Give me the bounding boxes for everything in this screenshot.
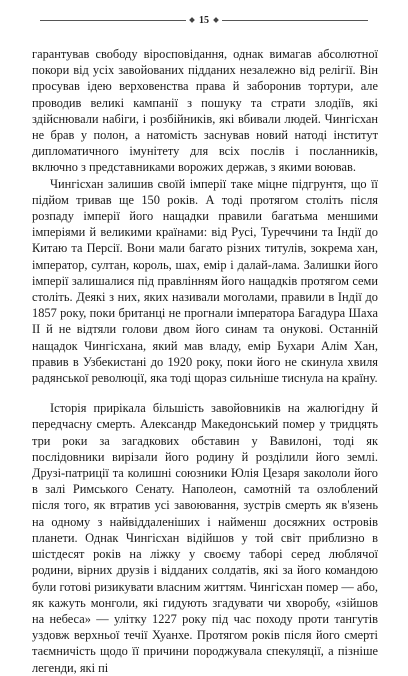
ornament-line-right	[222, 20, 368, 21]
paragraph: гарантував свободу віросповідання, однак вимагав абсолютної покори від усіх завойованих підданих незалежно від релігії. Він просував ідею верховенства права й заборонив тортури, але проводив великі кампанії з пошуку та страти злодіїв, які здійснювали набіги, і розбійників, які вбивали людей. Чингісхан не брав у полон, а натомість заснував новий натоді інститут дипломатичного імунітету для всіх послів і посланників, включно з представниками ворожих держав, з якими воював.	[32, 47, 378, 175]
page-header	[0, 12, 408, 28]
paragraph: Історія прирікала більшість завойовників на жалюгідну й передчасну смерть. Александр Македонський помер у тридцять три роки за загадкових обставин у Вавилоні, тоді як послідовники вирізали його родину й розділили його землі. Друзі-патриції та колишні союзники Юлія Цезаря закололи його в залі Римського Сенату. Наполеон, самотній та озлоблений після того, як втратив усі завоювання, зустрів смерть як в'язень на одному з найвіддаленіших і найменш досяжних островів планети. Однак Чингісхан відійшов у той світ приблизно в шістдесят років на ліжку у своєму таборі серед люблячої родини, вірних друзів і відданих солдатів, які за його командою були готові ризикувати власним життям. Чингісхан помер — або, як кажуть монголи, які гидують згадувати чи хворобу, «зійшов на небеса» — улітку 1227 року під час походу проти тангутів уздовж верхньої течії Хуанхе. Протягом років після його смерті таємничість щодо її причини породжувала спекуляції, а пізніше легенди, які пі	[32, 401, 378, 675]
diamond-ornament-icon	[213, 17, 219, 23]
page-number: 15	[199, 14, 209, 26]
header-ornament-right	[214, 18, 368, 22]
body-text	[32, 46, 378, 676]
ornament-line-left	[40, 20, 186, 21]
header-ornament-left	[40, 18, 194, 22]
paragraph: Чингісхан залишив своїй імперії таке міцне підгрунтя, що її підйом тривав ще 150 років. А тоді протягом століть після розпаду імперії його нащадки правили багатьма меншими імперіями й великими країнами: від Русі, Туреччини та Індії до Китаю та Персії. Вони мали багато різних титулів, зокрема хан, імператор, султан, король, шах, емір і далай-лама. Залишки його імперії залишалися під правлінням його нащадків протягом семи століть. Деякі з них, яких називали моголами, правили в Індії до 1857 року, поки британці не прогнали імператора Багадура Шаха II й не відтяли голови двом його синам та онукові. Останній нащадок Чингісхана, який мав владу, емір Бухари Алім Хан, правив в Узбекистані до 1920 року, поки його не скинула хвиля радянської революції, яка тоді щораз сильніше тиснула на країну.	[32, 176, 378, 386]
